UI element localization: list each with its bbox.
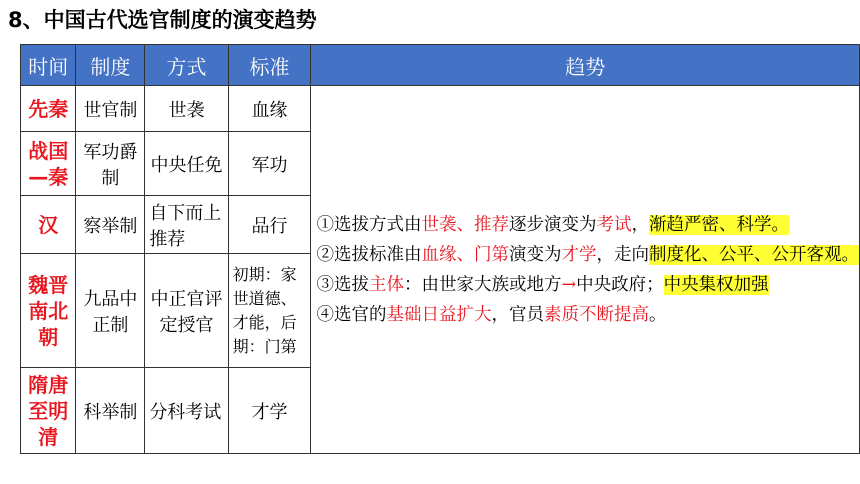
selection-system-table (20, 44, 860, 454)
trend-point-4: ④选官的基础日益扩大，官员素质不断提高。 (316, 304, 667, 325)
trend-point-2: ②选拔标准由血缘、门第演变为才学，走向制度化、公平、公开客观。 (316, 244, 859, 265)
table-row (21, 86, 860, 132)
header-trend: 趋势 (311, 45, 860, 86)
row-system: 世官制 (76, 86, 145, 132)
row-standard: 品行 (228, 196, 311, 254)
header-standard: 标准 (228, 45, 311, 86)
header-time: 时间 (21, 45, 76, 86)
row-system: 科举制 (76, 368, 145, 454)
row-system: 九品中正制 (76, 254, 145, 368)
row-time: 汉 (21, 196, 76, 254)
row-method: 自下而上推荐 (145, 196, 228, 254)
header-system: 制度 (76, 45, 145, 86)
table-header-row (21, 45, 860, 86)
row-time: 先秦 (21, 86, 76, 132)
trend-point-1: ①选拔方式由世袭、推荐逐步演变为考试，渐趋严密、科学。 (316, 214, 789, 235)
row-time: 隋唐至明清 (21, 368, 76, 454)
trend-point-3: ③选拔主体：由世家大族或地方→中央政府；中央集权加强 (316, 274, 769, 295)
row-time: 魏晋南北朝 (21, 254, 76, 368)
row-standard: 才学 (228, 368, 311, 454)
row-time: 战国—秦 (21, 132, 76, 196)
row-standard: 初期：家世道德、才能，后期：门第 (228, 254, 311, 368)
row-system: 察举制 (76, 196, 145, 254)
trend-cell (311, 86, 860, 454)
row-method: 世袭 (145, 86, 228, 132)
row-method: 分科考试 (145, 368, 228, 454)
row-method: 中央任免 (145, 132, 228, 196)
row-method: 中正官评定授官 (145, 254, 228, 368)
row-standard: 血缘 (228, 86, 311, 132)
page-title: 8、中国古代选官制度的演变趋势 (8, 8, 317, 32)
row-system: 军功爵制 (76, 132, 145, 196)
row-standard: 军功 (228, 132, 311, 196)
header-method: 方式 (145, 45, 228, 86)
